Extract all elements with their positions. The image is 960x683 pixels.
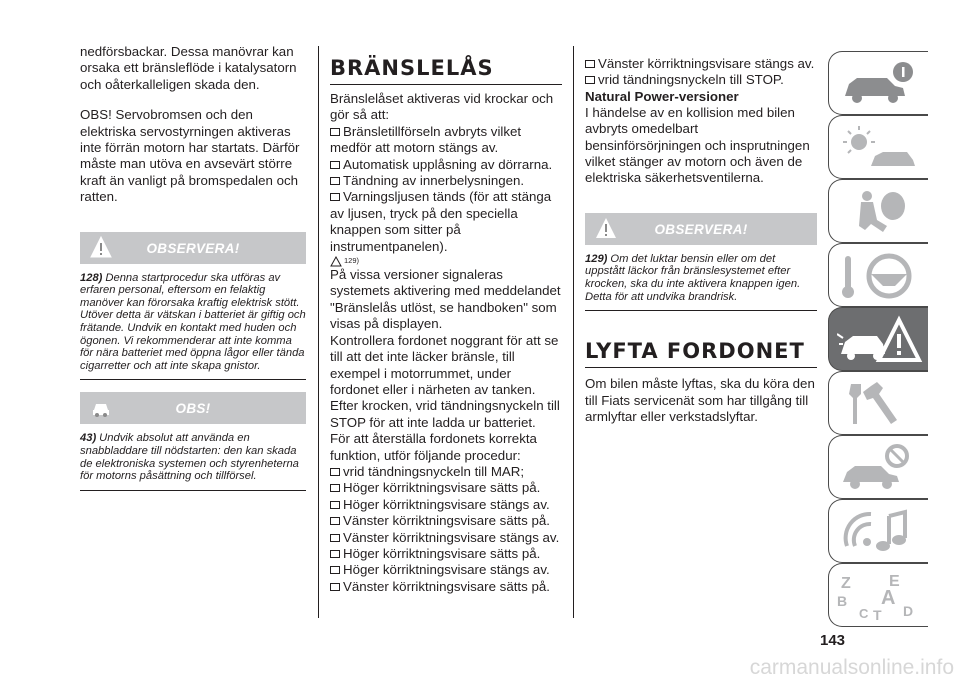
checkbox-bullet-icon bbox=[330, 517, 340, 525]
list-item-text: Varningsljusen tänds (för att stänga av ljusen, tryck på den speciella knappen som sitter på instrumentpanelen). bbox=[330, 189, 552, 254]
list-item bbox=[330, 173, 562, 189]
checkbox-bullet-icon bbox=[585, 60, 595, 68]
list-item-text: Höger körriktningsvisare stängs av. bbox=[343, 496, 550, 512]
index-letter: T bbox=[873, 607, 882, 622]
checkbox-bullet-icon bbox=[330, 128, 340, 136]
list-item-text: vrid tändningsnyckeln till MAR; bbox=[343, 463, 525, 479]
maintenance-tools-icon bbox=[837, 378, 923, 430]
list-item-text: Bränsletillförseln avbryts vilket medför att motorn stängs av. bbox=[330, 123, 522, 156]
paragraph: OBS! Servobromsen och den elektriska servostyrningen aktiveras inte förrän motorn har startats. Därför måste man utöva en avsevärt större kraft än vanligt på bromspedalen och ratten. bbox=[80, 107, 300, 205]
list-item bbox=[330, 530, 562, 546]
paragraph: Kontrollera fordonet noggrant för att se till att det inte läcker bränsle, till exempel i motorrummet, under fordonet eller i närheten av tanken. bbox=[330, 332, 559, 397]
paragraph: För att återställa fordonets korrekta funktion, utför följande procedur: bbox=[330, 431, 537, 463]
technical-data-icon bbox=[837, 442, 923, 494]
checkbox-bullet-icon bbox=[330, 534, 340, 542]
tab-safety[interactable] bbox=[828, 179, 928, 243]
list-item bbox=[585, 56, 817, 72]
checkbox-bullet-icon bbox=[330, 193, 340, 201]
watermark: carmanualsonline.info bbox=[749, 656, 954, 679]
list-item bbox=[330, 480, 562, 496]
list-item-text: Vänster körriktningsvisare sätts på. bbox=[343, 578, 550, 594]
paragraph: På vissa versioner signaleras systemets aktivering med meddelandet "Bränslelås utlöst, se handboken" som visas på displayen. bbox=[330, 267, 561, 332]
list-item bbox=[330, 546, 562, 562]
page-number: 143 bbox=[820, 632, 846, 649]
procedure-list bbox=[585, 56, 817, 89]
list-item-text: Höger körriktningsvisare stängs av. bbox=[343, 562, 550, 578]
index-letter: D bbox=[903, 603, 914, 619]
index-letter: Z bbox=[841, 575, 851, 592]
checkbox-bullet-icon bbox=[330, 550, 340, 558]
column-divider bbox=[573, 46, 574, 618]
list-item bbox=[330, 562, 562, 578]
list-item-text: vrid tändningsnyckeln till STOP. bbox=[598, 72, 784, 88]
list-item bbox=[330, 579, 562, 595]
paragraph: Bränslelåset aktiveras vid krockar och gör så att: bbox=[330, 91, 554, 123]
checkbox-bullet-icon bbox=[330, 177, 340, 185]
tab-vehicle-info[interactable] bbox=[828, 51, 928, 115]
multimedia-icon bbox=[837, 506, 923, 558]
column-left bbox=[80, 44, 306, 491]
list-item-text: Höger körriktningsvisare sätts på. bbox=[343, 480, 541, 496]
list-item-text: Vänster körriktningsvisare stängs av. bbox=[343, 529, 560, 545]
list-item-text: Vänster körriktningsvisare stängs av. bbox=[598, 56, 815, 71]
checkbox-bullet-icon bbox=[330, 583, 340, 591]
note-number: 43) bbox=[80, 432, 97, 445]
paragraph: I händelse av en kollision med bilen avbryts omedelbart bensinförsörjningen och insprutningen vilket stänger av motorn och även de elektriska säkerhetsventilerna. bbox=[585, 104, 810, 186]
tab-starting-driving[interactable] bbox=[828, 243, 928, 307]
warning-title: OBSERVERA! bbox=[146, 240, 240, 256]
note-number: 129) bbox=[585, 252, 608, 265]
caution-header bbox=[80, 392, 306, 424]
section-heading: BRÄNSLELÅS bbox=[330, 56, 562, 85]
checkbox-bullet-icon bbox=[330, 566, 340, 574]
note-number: 128) bbox=[80, 271, 103, 284]
list-item bbox=[330, 157, 562, 173]
note-text: Denna startprocedur ska utföras av erfaren personal, eftersom en felaktig manöver kan förorsaka kraftig elektrisk stött. Utöver detta är vätskan i batteriet är giftig och frätande. Undvik en kontakt med huden och ögonen. Vi rekommenderar att inte komma för nära batteriet med öppna lågor eller tända cigarretter och att inte skapa gnistor. bbox=[80, 271, 306, 372]
warning-triangle-icon bbox=[330, 256, 342, 267]
checkbox-bullet-icon bbox=[585, 76, 595, 84]
index-letter: A bbox=[881, 587, 896, 609]
list-item-text: Vänster körriktningsvisare sätts på. bbox=[343, 513, 550, 529]
caution-title: OBS! bbox=[175, 401, 211, 417]
checkbox-bullet-icon bbox=[330, 468, 340, 476]
section-heading: LYFTA FORDONET bbox=[585, 339, 817, 368]
dashboard-lights-icon bbox=[837, 122, 923, 174]
reference-number: 129) bbox=[344, 256, 360, 266]
tab-maintenance[interactable] bbox=[828, 371, 928, 435]
column-middle bbox=[330, 56, 562, 595]
steering-key-icon bbox=[837, 250, 923, 302]
index-letters-icon bbox=[837, 570, 923, 622]
note-text: Om det luktar bensin eller om det uppstått läckor från bränslesystemet efter krocken, ska du inte aktivera knappen igen. Detta för att undvika brandrisk. bbox=[585, 252, 801, 303]
paragraph: nedförsbackar. Dessa manövrar kan orsaka ett bränsleflöde i katalysatorn och oåterkalleligen skada den. bbox=[80, 44, 297, 92]
caution-text bbox=[80, 424, 306, 490]
paragraph: Om bilen måste lyftas, ska du köra den till Fiats servicenät som har tillgång till armlyftar eller verkstadslyftar. bbox=[585, 376, 815, 425]
warning-text bbox=[585, 245, 817, 311]
paragraph: Efter krocken, vrid tändningsnyckeln till STOP för att inte ladda ur batteriet. bbox=[330, 398, 560, 430]
list-item bbox=[330, 464, 562, 480]
list-item bbox=[330, 513, 562, 529]
index-letter: E bbox=[889, 573, 900, 590]
tab-dashboard[interactable] bbox=[828, 115, 928, 179]
index-letter: B bbox=[837, 593, 848, 609]
warning-text bbox=[80, 264, 306, 381]
warning-header bbox=[80, 232, 306, 264]
car-info-icon bbox=[837, 58, 923, 110]
list-item bbox=[330, 189, 562, 255]
bullet-list bbox=[330, 124, 562, 255]
tab-multimedia[interactable] bbox=[828, 499, 928, 563]
list-item bbox=[585, 72, 817, 88]
list-item bbox=[330, 124, 562, 157]
tab-technical-data[interactable] bbox=[828, 435, 928, 499]
list-item-text: Tändning av innerbelysningen. bbox=[343, 173, 525, 189]
chapter-tabs bbox=[828, 51, 928, 627]
column-right bbox=[585, 56, 817, 425]
tab-emergency[interactable] bbox=[828, 307, 928, 371]
note-text: Undvik absolut att använda en snabbladdare till nödstarten: den kan skada de elektroniska systemen och styrenheterna för motorns påsättning och tillförsel. bbox=[80, 432, 299, 483]
list-item-text: Automatisk upplåsning av dörrarna. bbox=[343, 156, 553, 172]
warning-header bbox=[585, 213, 817, 245]
checkbox-bullet-icon bbox=[330, 161, 340, 169]
checkbox-bullet-icon bbox=[330, 484, 340, 492]
list-item-text: Höger körriktningsvisare sätts på. bbox=[343, 545, 541, 561]
warning-triangle-car-icon bbox=[837, 314, 923, 366]
checkbox-bullet-icon bbox=[330, 501, 340, 509]
list-item bbox=[330, 497, 562, 513]
airbag-safety-icon bbox=[837, 186, 923, 238]
column-divider bbox=[318, 46, 319, 618]
procedure-list bbox=[330, 464, 562, 595]
warning-title: OBSERVERA! bbox=[654, 221, 748, 237]
subheading: Natural Power-versioner bbox=[585, 88, 739, 104]
note-reference bbox=[330, 255, 562, 267]
tab-index[interactable] bbox=[828, 563, 928, 627]
index-letter: C bbox=[859, 606, 869, 621]
